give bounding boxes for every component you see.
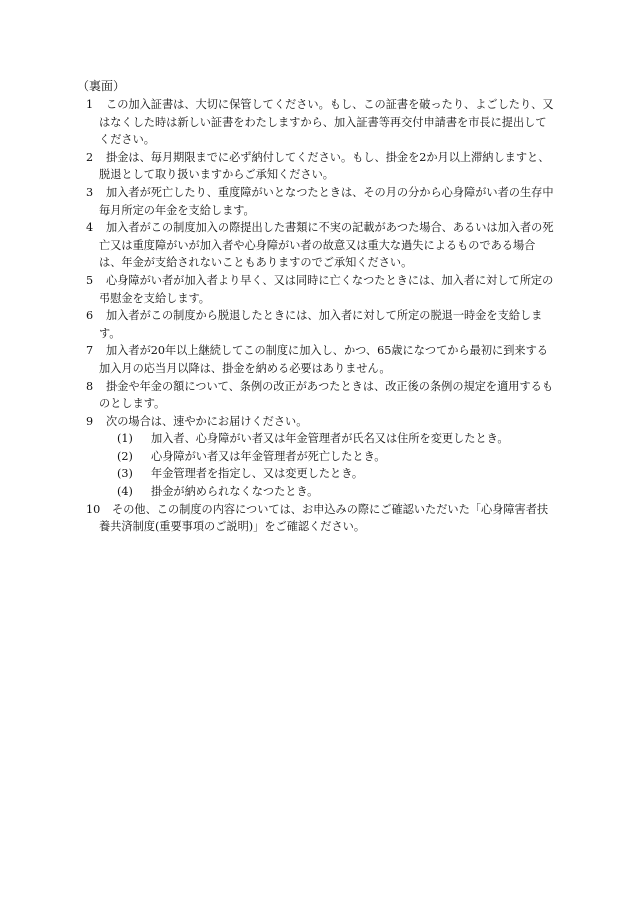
- sub-item-2: [99, 448, 554, 466]
- item-number: 1: [86, 98, 94, 111]
- item-text: 加入者が20年以上継続してこの制度に加入し、かつ、65歳になつてから最初に到来する加入月の応当月以降は、掛金を納める必要はありません。: [99, 344, 548, 375]
- list-item-9: [86, 413, 554, 501]
- sub-item-4: [99, 483, 554, 501]
- list-item-8: [86, 378, 554, 413]
- list-item-6: [86, 307, 554, 342]
- sub-item-text: 掛金が納められなくなつたとき。: [151, 485, 319, 499]
- sub-item-3: [99, 465, 554, 483]
- item-number: 5: [86, 273, 94, 287]
- sub-item-number: (4): [117, 485, 133, 499]
- sub-item-text: 心身障がい者又は年金管理者が死亡したとき。: [151, 449, 386, 463]
- item-text: 加入者がこの制度から脱退したときには、加入者に対して所定の脱退一時金を支給します。: [99, 309, 543, 340]
- item-number: 6: [86, 309, 94, 323]
- item-number: 8: [86, 379, 94, 393]
- terms-list: [86, 96, 554, 536]
- item-text: 掛金は、毎月期限までに必ず納付してください。もし、掛金を2か月以上滞納しますと、脱退として取り扱いますからご承知ください。: [99, 150, 550, 182]
- item-text: この加入証書は、大切に保管してください。もし、この証書を破ったり、よごしたり、又はなくした時は新しい証書をわたしますから、加入証書等再交付申請書を市長に提出してください。: [99, 98, 554, 147]
- sub-item-number: (2): [117, 449, 133, 463]
- sub-item-number: (3): [117, 467, 133, 481]
- item-number: 9: [86, 414, 94, 428]
- page-heading: （裏面）: [77, 79, 126, 93]
- list-item-7: [86, 342, 554, 377]
- sub-item-number: (1): [117, 432, 133, 446]
- item-number: 7: [86, 344, 94, 358]
- item-text: 次の場合は、速やかにお届けください。: [106, 414, 308, 428]
- notification-cases-list: [99, 430, 554, 500]
- list-item-3: [86, 184, 554, 219]
- item-number: 2: [86, 150, 94, 164]
- item-text: 加入者が死亡したり、重度障がいとなつたときは、その月の分から心身障がい者の生存中毎月所定の年金を支給します。: [99, 185, 554, 217]
- item-number: 10: [86, 502, 101, 516]
- list-item-4: [86, 219, 554, 272]
- item-number: 3: [86, 185, 94, 199]
- item-text: 掛金や年金の額について、条例の改正があつたときは、改正後の条例の規定を適用するものとします。: [99, 379, 554, 411]
- list-item-5: [86, 272, 554, 307]
- list-item-1: [86, 96, 554, 149]
- item-text: その他、この制度の内容については、お申込みの際にご確認いただいた「心身障害者扶養共済制度(重要事項のご説明)」をご確認ください。: [99, 502, 549, 534]
- sub-item-1: [99, 430, 554, 448]
- sub-item-text: 年金管理者を指定し、又は変更したとき。: [151, 467, 364, 481]
- item-text: 心身障がい者が加入者より早く、又は同時に亡くなつたときには、加入者に対して所定の弔慰金を支給します。: [99, 273, 554, 305]
- list-item-10: [86, 501, 554, 536]
- sub-item-text: 加入者、心身障がい者又は年金管理者が氏名又は住所を変更したとき。: [151, 432, 509, 446]
- list-item-2: [86, 149, 554, 184]
- item-number: 4: [86, 221, 94, 235]
- item-text: 加入者がこの制度加入の際提出した書類に不実の記載があつた場合、あるいは加入者の死亡又は重度障がいが加入者や心身障がい者の故意又は重大な過失によるものである場合は、年金が支給されないこともありますのでご承知ください。: [99, 221, 554, 270]
